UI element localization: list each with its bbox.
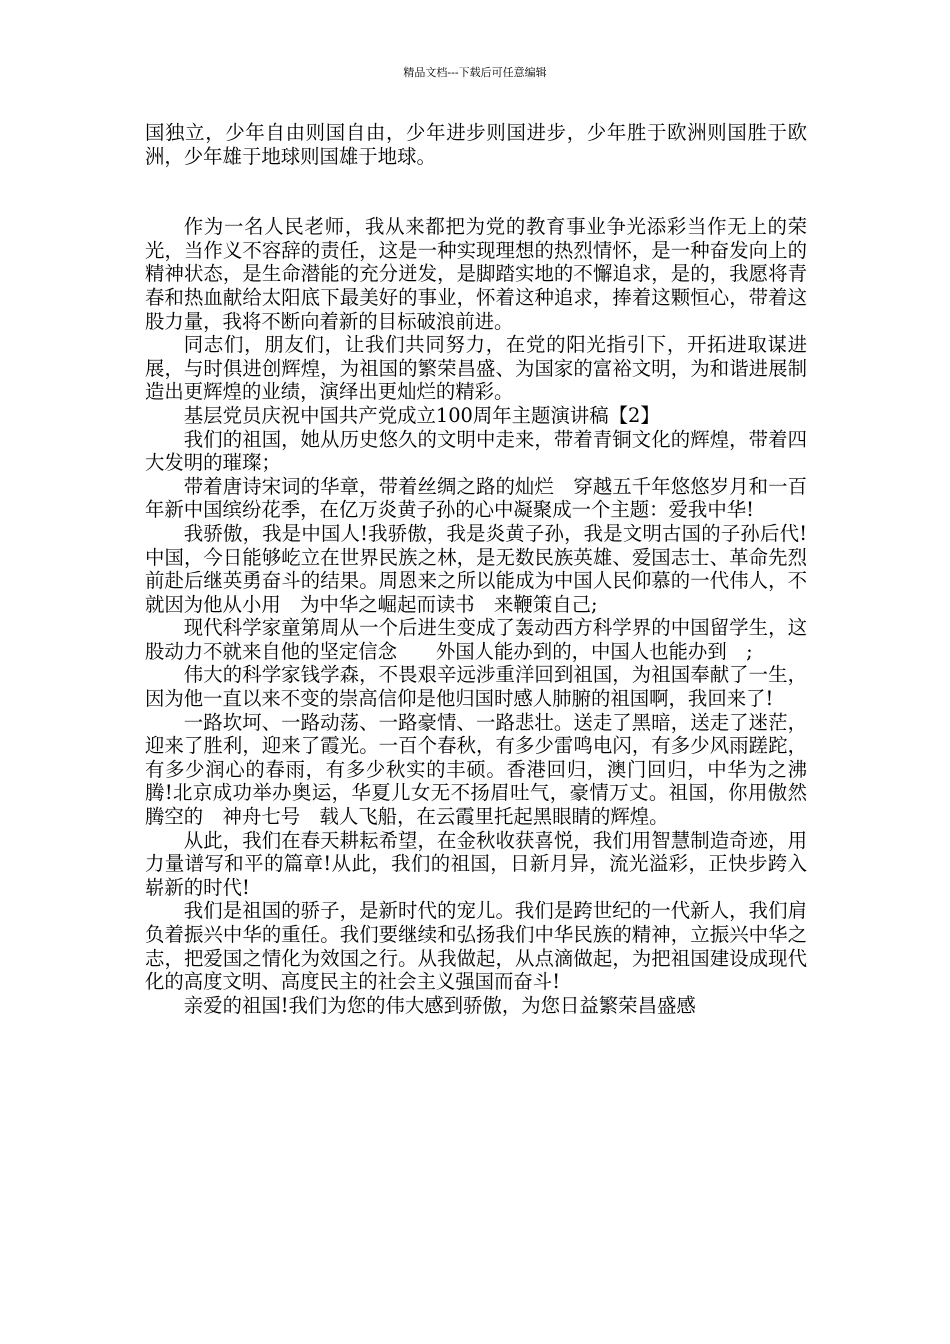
paragraph: 我们的祖国，她从历史悠久的文明中走来，带着青铜文化的辉煌，带着四大发明的璀璨； [145,427,807,475]
paragraph: 一路坎坷、一路动荡、一路豪情、一路悲壮。送走了黑暗，送走了迷茫，迎来了胜利，迎来了霞光。一百个春秋，有多少雷鸣电闪，有多少风雨蹉跎，有多少润心的春雨，有多少秋实的丰硕。香港回归，澳门回归，中华为之沸腾!北京成功举办奥运，华夏儿女无不扬眉吐气，豪情万丈。祖国，你用傲然腾空的 神舟七号 载人飞船，在云霞里托起黑眼睛的辉煌。 [145,710,807,829]
document-body [145,121,807,1017]
paragraph: 伟大的科学家钱学森，不畏艰辛远涉重洋回到祖国，为祖国奉献了一生，因为他一直以来不变的崇高信仰是他归国时感人肺腑的祖国啊，我回来了! [145,663,807,711]
section-title: 基层党员庆祝中国共产党成立100周年主题演讲稿【2】 [183,403,660,427]
paragraph: 带着唐诗宋词的华章，带着丝绸之路的灿烂 穿越五千年悠悠岁月和一百年新中国缤纷花季，在亿万炎黄子孙的心中凝聚成一个主题：爱我中华! [145,474,807,522]
paragraph: 同志们，朋友们，让我们共同努力，在党的阳光指引下，开拓进取谋进展，与时俱进创辉煌，为祖国的繁荣昌盛、为国家的富裕文明，为和谐进展制造出更辉煌的业绩，演绎出更灿烂的精彩。 [145,333,807,404]
paragraph: 现代科学家童第周从一个后进生变成了轰动西方科学界的中国留学生，这股动力不就来自他的坚定信念 外国人能办到的，中国人也能办到 ; [145,616,807,663]
paragraph: 我骄傲，我是中国人!我骄傲，我是炎黄子孙，我是文明古国的子孙后代!中国，今日能够屹立在世界民族之林，是无数民族英雄、爱国志士、革命先烈前赴后继英勇奋斗的结果。周恩来之所以能成为中国人民仰慕的一代伟人，不就因为他从小用 为中华之崛起而读书 来鞭策自己; [145,521,807,616]
paragraph: 国独立，少年自由则国自由，少年进步则国进步，少年胜于欧洲则国胜于欧洲，少年雄于地球则国雄于地球。 [145,121,807,168]
paragraph: 从此，我们在春天耕耘希望，在金秋收获喜悦，我们用智慧制造奇迹，用力量谱写和平的篇章!从此，我们的祖国，日新月异，流光溢彩，正快步跨入崭新的时代! [145,828,807,899]
paragraph: 我们是祖国的骄子，是新时代的宠儿。我们是跨世纪的一代新人，我们肩负着振兴中华的重任。我们要继续和弘扬我们中华民族的精神，立振兴中华之志，把爱国之情化为效国之行。从我做起，从点滴做起，为把祖国建设成现代化的高度文明、高度民主的社会主义强国而奋斗! [145,899,807,994]
paragraph: 亲爱的祖国!我们为您的伟大感到骄傲，为您日益繁荣昌盛感 [183,993,696,1017]
paragraph: 作为一名人民老师，我从来都把为党的教育事业争光添彩当作无上的荣光，当作义不容辞的责任，这是一种实现理想的热烈情怀，是一种奋发向上的精神状态，是生命潜能的充分迸发，是脚踏实地的不懈追求，是的，我愿将青春和热血献给太阳底下最美好的事业，怀着这种追求，捧着这颗恒心，带着这股力量，我将不断向着新的目标破浪前进。 [145,215,807,333]
paragraph-gap [145,168,807,215]
page-header: 精品文档---下载后可任意编辑 [403,66,547,79]
